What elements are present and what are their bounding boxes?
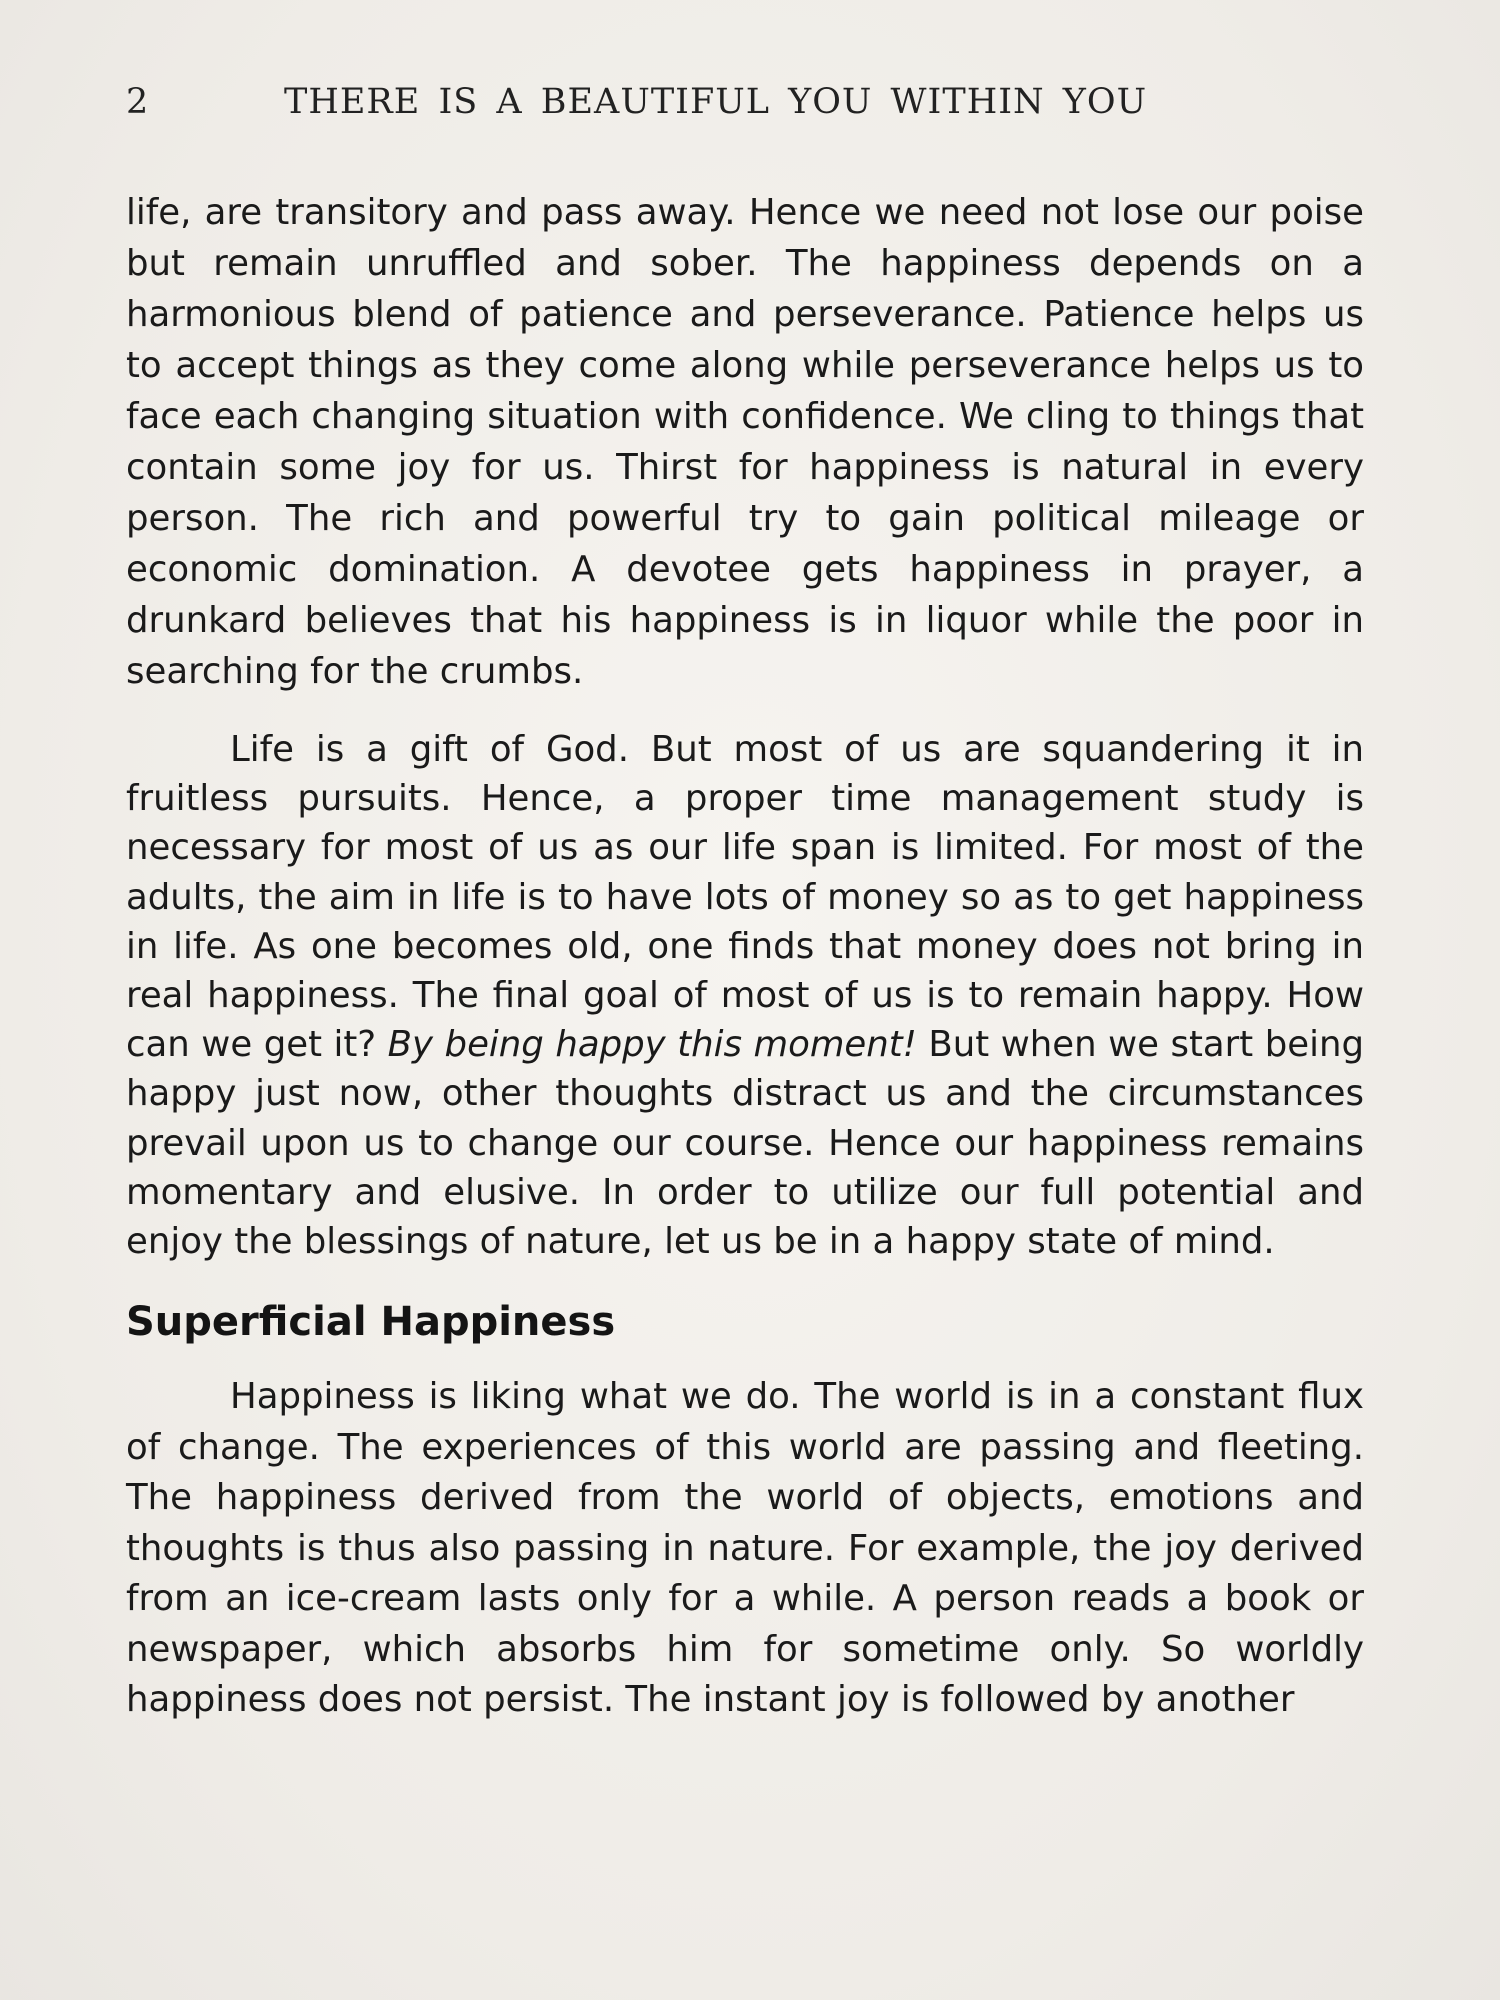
- section-heading: Superficial Happiness: [126, 1299, 616, 1346]
- paragraph-1: life, are transitory and pass away. Hence we need not lose our poise but remain unruffled and sober. The happiness depends on a harmonious blend of patience and perseverance. Patience helps us to accept things as they come along while perseverance helps us to face each changing situation with confidence. We cling to things that contain some joy for us. Thirst for happiness is natural in every person. The rich and powerful try to gain political mileage or economic domination. A devotee gets happiness in prayer, a drunkard believes that his happiness is in liquor while the poor in searching for the crumbs.: [126, 192, 1364, 692]
- paragraph-2-emphasis: By being happy this moment!: [387, 1024, 917, 1066]
- paragraph-2-text-a: Life is a gift of God. But most of us are squandering it in fruitless pursuits. Hence, a proper time management study is necessary for most of us as our life span is limited. For most of the adults, the aim in life is to have lots of money so as to get happiness in life. As one becomes old, one finds that money does not bring in real happiness. The final goal of most of us is to remain happy. How can we get it?: [126, 729, 1364, 1066]
- book-title: THERE IS A BEAUTIFUL YOU WITHIN YOU: [284, 82, 1148, 122]
- paragraph-2: [126, 725, 1364, 1266]
- body-text: [126, 187, 1364, 1726]
- paragraph-3: Happiness is liking what we do. The world is in a constant flux of change. The experiences of this world are passing and fleeting. The happiness derived from the world of objects, emotions and thoughts is thus also passing in nature. For example, the joy derived from an ice-cream lasts only for a while. A person reads a book or newspaper, which absorbs him for sometime only. So worldly happiness does not persist. The instant joy is followed by another: [126, 1376, 1364, 1721]
- running-header: [126, 82, 1366, 132]
- paragraph-2-text-b: But when we start being happy just now, other thoughts distract us and the circumstances prevail upon us to change our course. Hence our happiness remains momentary and elusive. In order to utilize our full potential and enjoy the blessings of nature, let us be in a happy state of mind.: [126, 1024, 1364, 1263]
- page-number: 2: [126, 82, 150, 122]
